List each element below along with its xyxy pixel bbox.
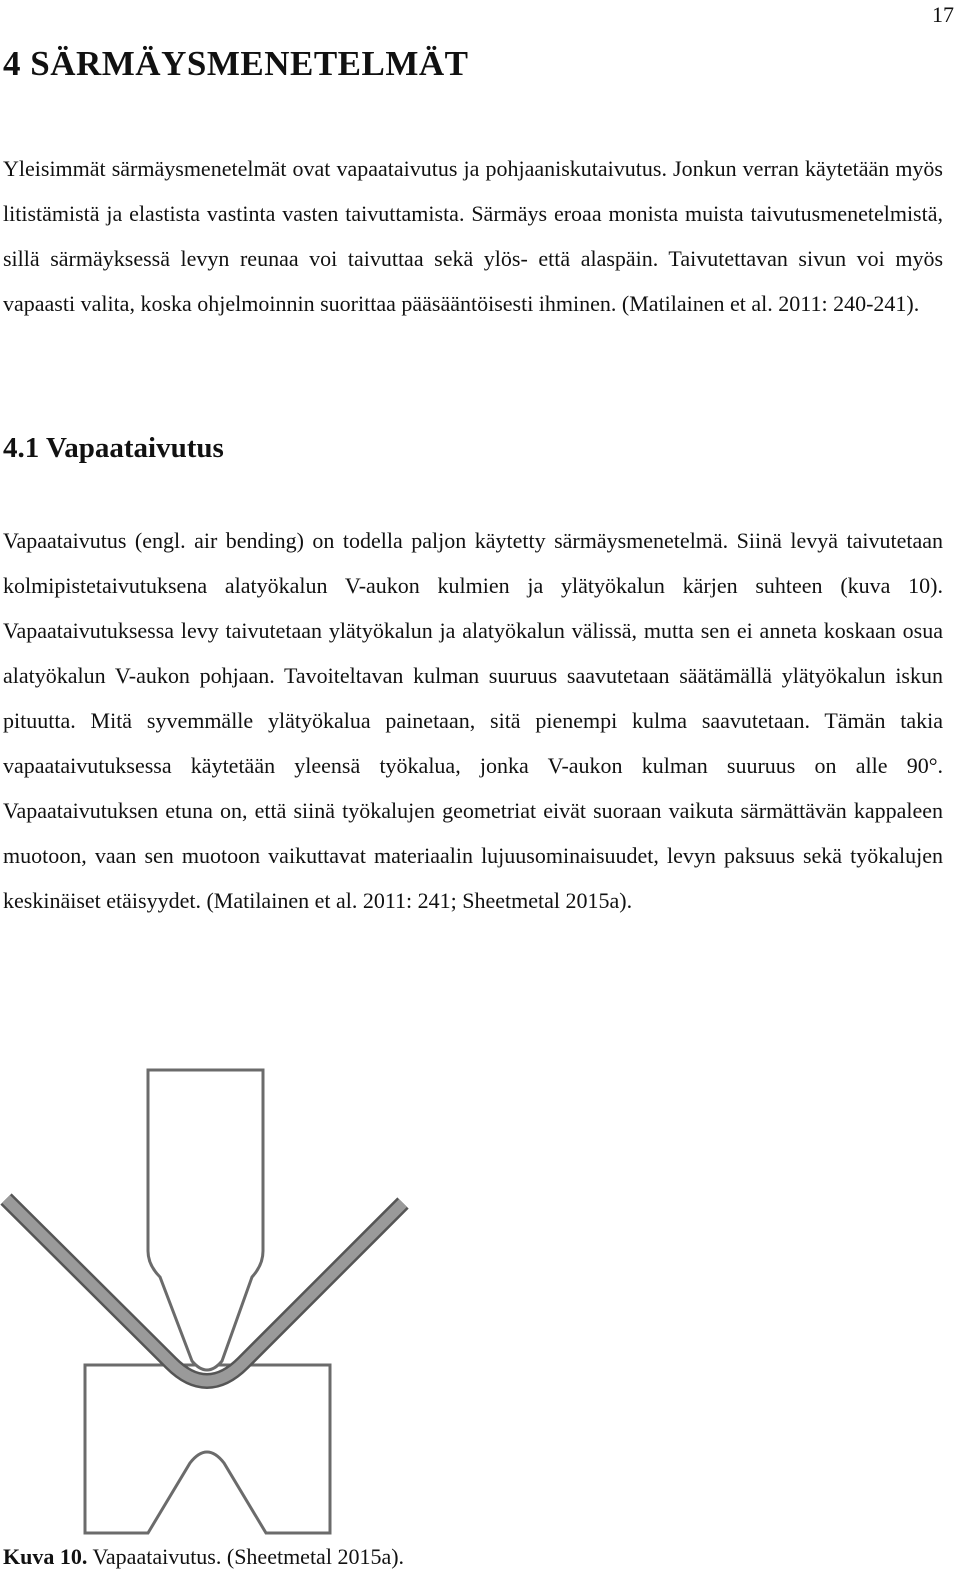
chapter-title: 4 SÄRMÄYSMENETELMÄT: [3, 44, 469, 83]
figure-caption: [3, 1544, 404, 1570]
caption-text: Vapaataivutus. (Sheetmetal 2015a).: [87, 1544, 405, 1569]
page-number: 17: [932, 2, 954, 27]
section-title: 4.1 Vapaataivutus: [3, 432, 224, 464]
air-bending-figure: [0, 1065, 430, 1545]
caption-label: Kuva 10.: [3, 1544, 88, 1569]
lower-die: [85, 1365, 330, 1533]
upper-punch: [148, 1070, 263, 1370]
intro-paragraph: Yleisimmät särmäysmenetelmät ovat vapaataivutus ja pohjaaniskutaivutus. Jonkun verran käytetään myös litistämistä ja elastista vastinta vasten taivuttamista. Särmäys eroaa monista muista taivutusmenetelmistä, sillä särmäyksessä levyn reunaa voi taivuttaa sekä ylös- että alaspäin. Taivutettavan sivun voi myös vapaasti valita, koska ohjelmoinnin suorittaa pääsääntöisesti ihminen. (Matilainen et al. 2011: 240-241).: [3, 156, 943, 316]
section-paragraph: Vapaataivutus (engl. air bending) on todella paljon käytetty särmäysmenetelmä. Siinä levyä taivutetaan kolmipistetaivutuksena alatyökalun V-aukon kulmien ja ylätyökalun kärjen suhteen (kuva 10). Vapaataivutuksessa levy taivutetaan ylätyökalun ja alatyökalun välissä, mutta sen ei anneta koskaan osua alatyökalun V-aukon pohjaan. Tavoiteltavan kulman suuruus saavutetaan säätämällä ylätyökalun iskun pituutta. Mitä syvemmälle ylätyökalua painetaan, sitä pienempi kulma saavutetaan. Tämän takia vapaataivutuksessa käytetään yleensä työkalua, jonka V-aukon kulman suuruus on alle 90°. Vapaataivutuksen etuna on, että siinä työkalujen geometriat eivät suoraan vaikuta särmättävän kappaleen muotoon, vaan sen muotoon vaikuttavat materiaalin lujuusominaisuudet, levyn paksuus sekä työkalujen keskinäiset etäisyydet. (Matilainen et al. 2011: 241; Sheetmetal 2015a).: [3, 528, 943, 913]
